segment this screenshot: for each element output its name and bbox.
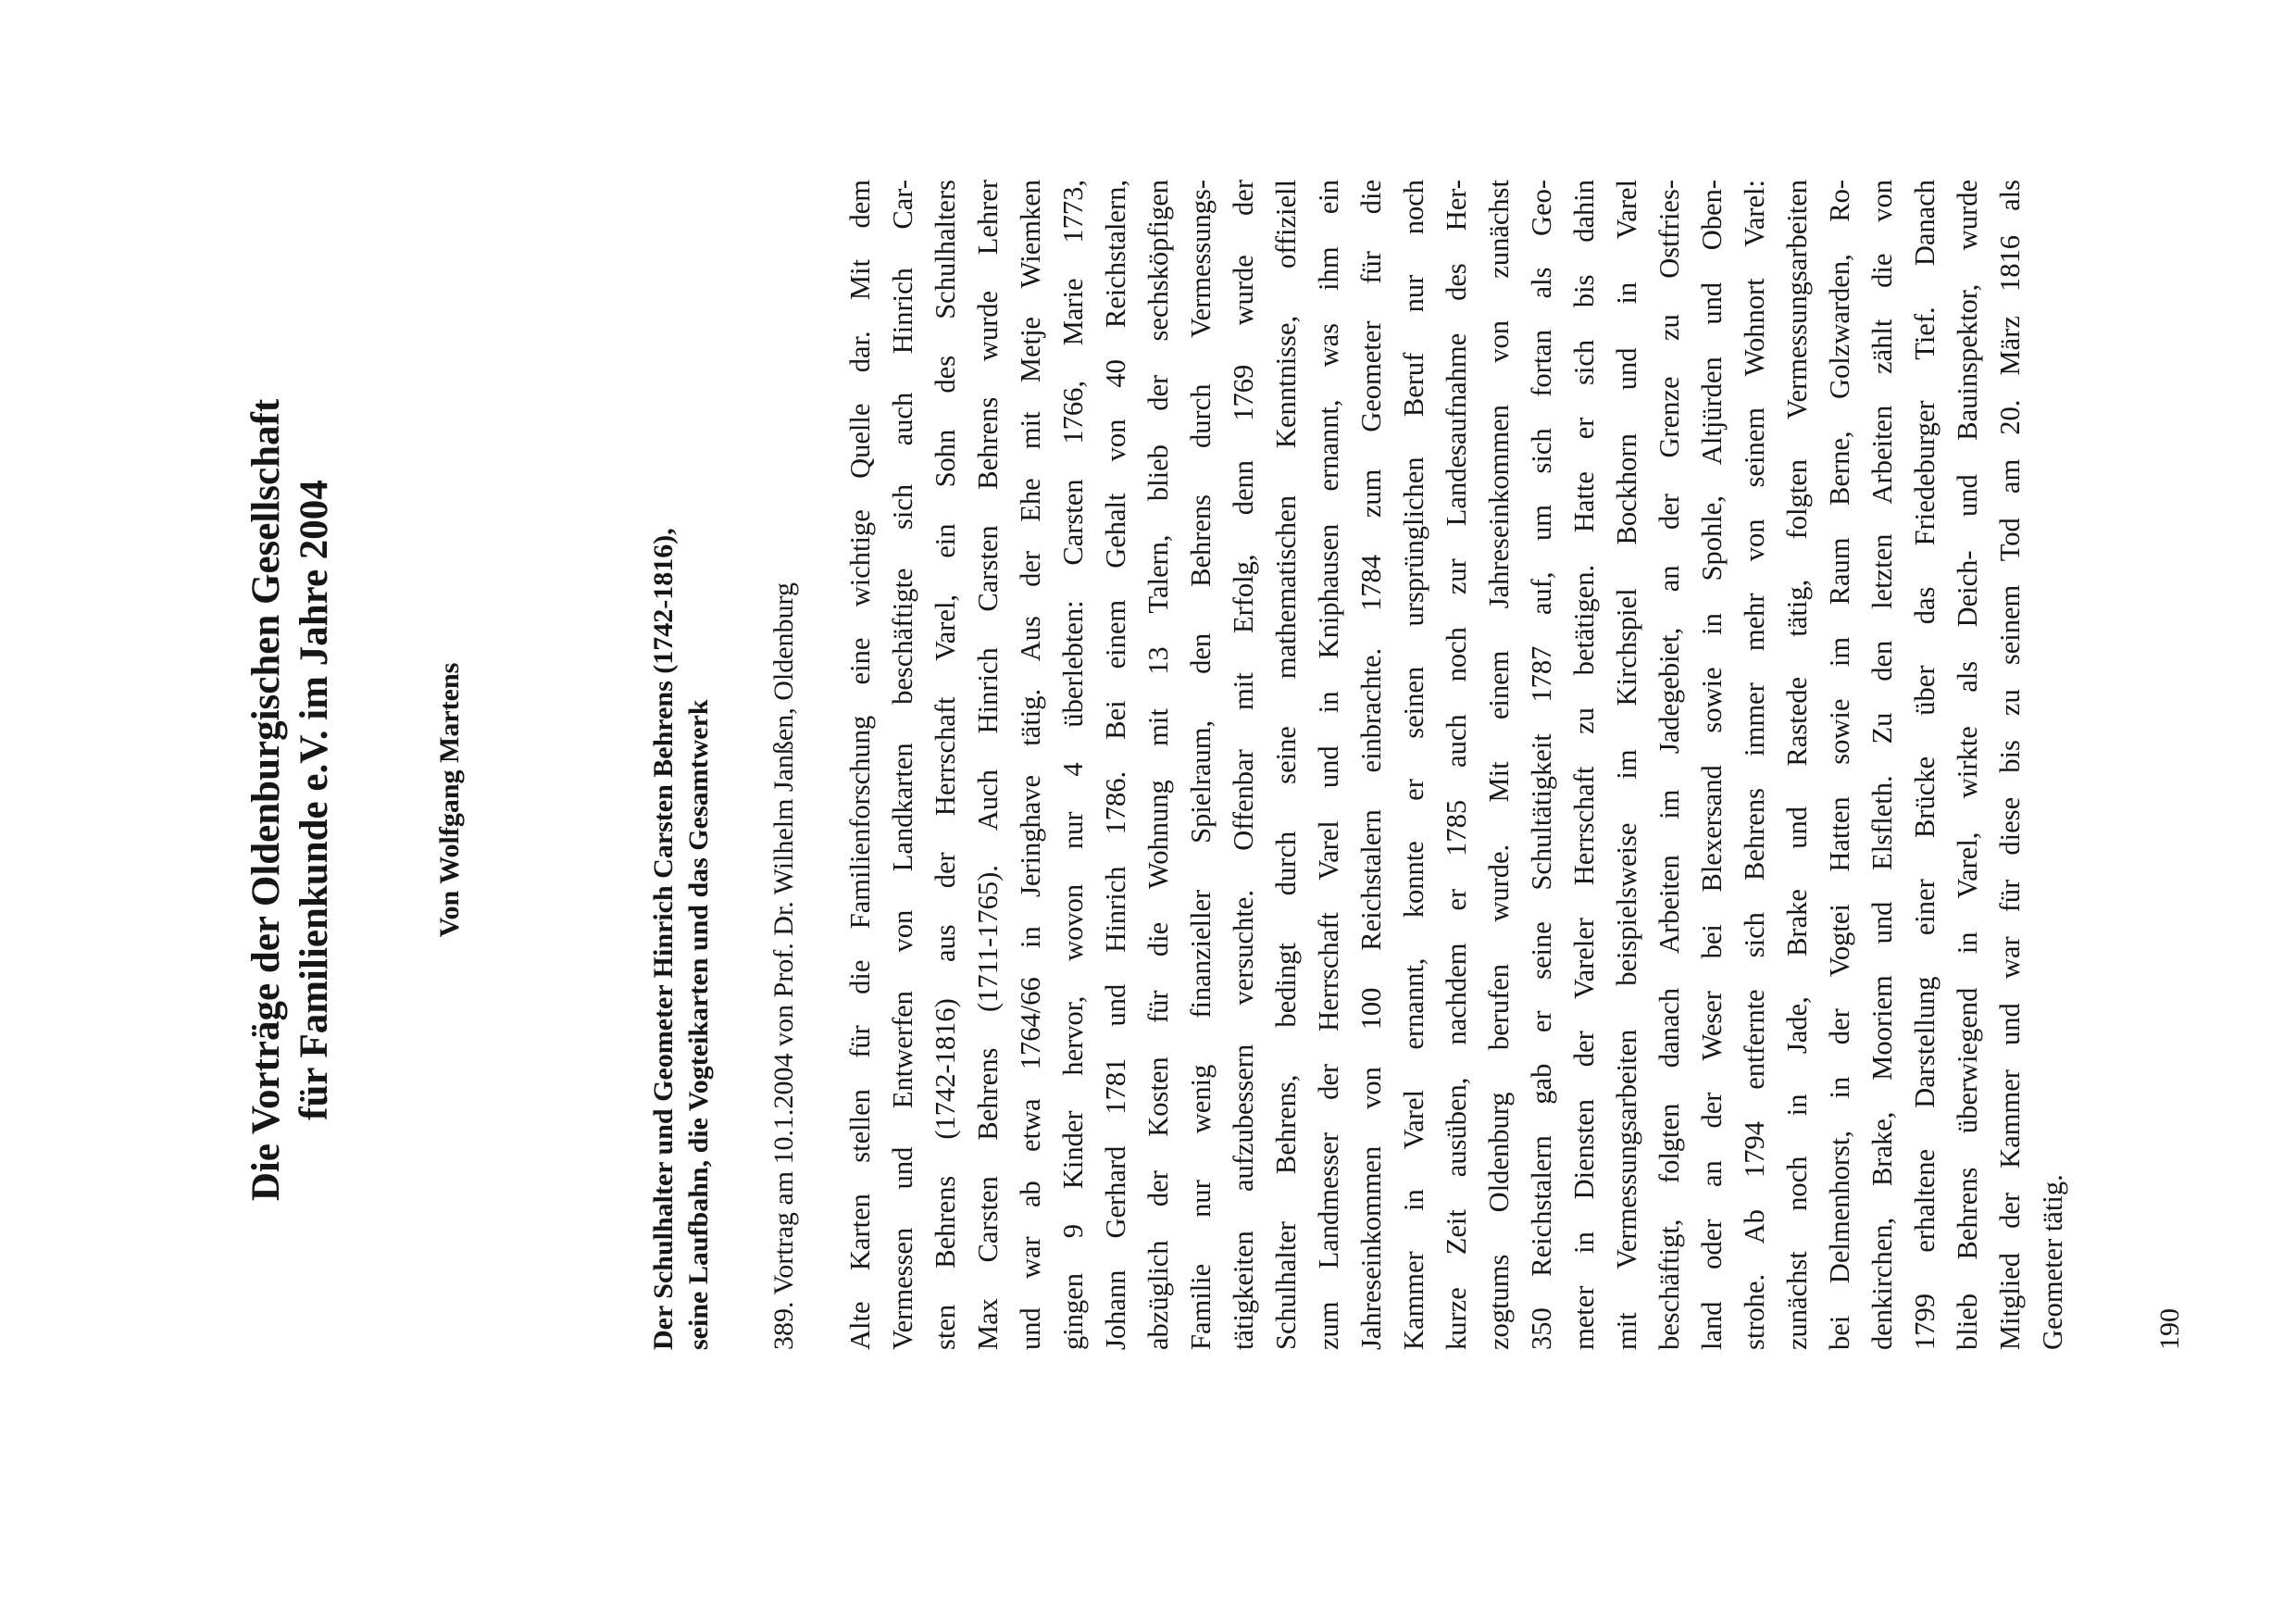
body-line: 1799 erhaltene Darstellung einer Brücke über das Friedeburger Tief. Danach xyxy=(1909,180,1940,1350)
body-line: Alte Karten stellen für die Familienforschung eine wichtige Quelle dar. Mit dem xyxy=(844,180,876,1350)
body-line: mit Vermessungsarbeiten beispielsweise im Kirchspiel Bockhorn und in Varel xyxy=(1611,180,1642,1350)
article-title-line-2: seine Laufbahn, die Vogteikarten und das Gesamtwerk xyxy=(683,699,714,1350)
body-paragraph xyxy=(839,180,2074,1350)
body-line: Jahreseinkommen von 100 Reichstalern einbrachte. 1784 zum Geometer für die xyxy=(1355,180,1387,1350)
body-line: Mitglied der Kammer und war für diese bis zu seinem Tod am 20. März 1816 als xyxy=(1994,180,2026,1350)
heading-line-2: für Familienkunde e.V. im Jahre 2004 xyxy=(293,480,336,1120)
body-line: bei Delmenhorst, in der Vogtei Hatten sowie im Raum Berne, Golzwarden, Ro- xyxy=(1824,180,1855,1350)
body-line: blieb Behrens überwiegend in Varel, wirkte als Deich- und Bauinspektor, wurde xyxy=(1952,180,1983,1350)
talk-info: 389. Vortrag am 10.1.2004 von Prof. Dr. Wilhelm Janßen, Oldenburg xyxy=(768,582,799,1350)
author-byline: Von Wolfgang Martens xyxy=(434,662,465,938)
body-line: tätigkeiten aufzubessern versuchte. Offenbar mit Erfolg, denn 1769 wurde der xyxy=(1228,180,1259,1350)
body-line: Kammer in Varel ernannt, konnte er seinen ursprünglichen Beruf nur noch xyxy=(1398,180,1429,1350)
body-line: strohe. Ab 1794 entfernte sich Behrens immer mehr von seinem Wohnort Varel: xyxy=(1739,180,1770,1350)
body-line: Geometer tätig. xyxy=(2037,1174,2068,1350)
body-line: Vermessen und Entwerfen von Landkarten beschäftigte sich auch Hinrich Car- xyxy=(887,180,918,1350)
body-line: abzüglich der Kosten für die Wohnung mit 13 Talern, blieb der sechsköpfigen xyxy=(1142,180,1174,1350)
body-line: und war ab etwa 1764/66 in Jeringhave tätig. Aus der Ehe mit Metje Wiemken xyxy=(1015,180,1046,1350)
article-title-line-1: Der Schulhalter und Geometer Hinrich Carsten Behrens (1742-1816), xyxy=(648,528,679,1350)
body-line: 350 Reichstalern gab er seine Schultätigkeit 1787 auf, um sich fortan als Geo- xyxy=(1526,180,1557,1350)
page-heading xyxy=(243,0,339,1600)
page-number: 190 xyxy=(2154,1308,2185,1350)
body-line: land oder an der Weser bei Blexersand sowie in Spohle, Altjürden und Oben- xyxy=(1696,180,1728,1350)
body-line: zogtums Oldenburg berufen wurde. Mit einem Jahreseinkommen von zunächst xyxy=(1483,180,1515,1350)
body-line: zum Landmesser der Herrschaft Varel und in Kniphausen ernannt, was ihm ein xyxy=(1313,180,1344,1350)
body-line: Schulhalter Behrens, bedingt durch seine mathematischen Kenntnisse, offiziell xyxy=(1270,180,1302,1350)
body-line: meter in Diensten der Vareler Herrschaft zu betätigen. Hatte er sich bis dahin xyxy=(1568,180,1600,1350)
body-line: gingen 9 Kinder hervor, wovon nur 4 überlebten: Carsten 1766, Marie 1773, xyxy=(1057,180,1089,1350)
body-line: Familie nur wenig finanzieller Spielraum, den Behrens durch Vermessungs- xyxy=(1185,180,1217,1350)
body-line: zunächst noch in Jade, Brake und Rastede tätig, folgten Vermessungsarbeiten xyxy=(1781,180,1813,1350)
heading-line-1: Die Vorträge der Oldenburgischen Gesellschaft xyxy=(244,398,288,1202)
article-title xyxy=(646,146,717,1350)
body-line: denkirchen, Brake, Mooriem und Elsfleth. Zu den letzten Arbeiten zählt die von xyxy=(1866,180,1898,1350)
body-line: Max Carsten Behrens (1711-1765). Auch Hinrich Carsten Behrens wurde Lehrer xyxy=(972,180,1004,1350)
body-line: beschäftigt, folgten danach Arbeiten im Jadegebiet, an der Grenze zu Ostfries- xyxy=(1653,180,1685,1350)
body-line: kurze Zeit ausüben, nachdem er 1785 auch noch zur Landesaufnahme des Her- xyxy=(1441,180,1472,1350)
body-line: sten Behrens (1742-1816) aus der Herrschaft Varel, ein Sohn des Schulhalters xyxy=(930,180,961,1350)
body-line: Johann Gerhard 1781 und Hinrich 1786. Bei einem Gehalt von 40 Reichstalern, xyxy=(1100,180,1131,1350)
